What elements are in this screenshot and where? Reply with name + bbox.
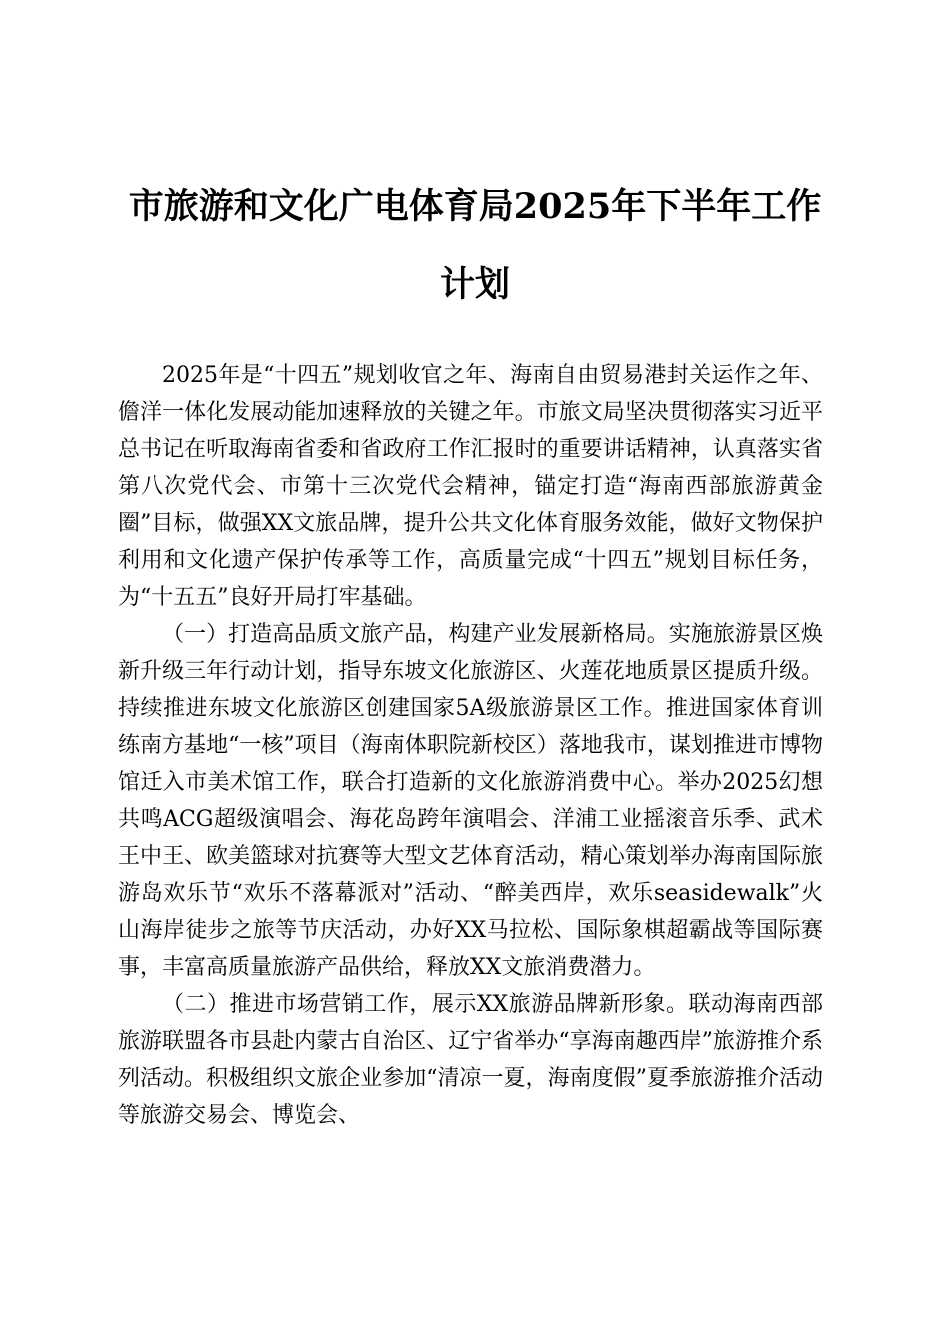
section-2-text: 联动海南西部旅游联盟各市县赴内蒙古自治区、辽宁省举办“享海南趣西岸”旅游推介系列活动。积极组织文旅企业参加“清凉一夏，海南度假”夏季旅游推介活动等旅游交易会、博览会、 [118, 992, 823, 1128]
intro-paragraph: 2025年是“十四五”规划收官之年、海南自由贸易港封关运作之年、儋洋一体化发展动能加速释放的关键之年。市旅文局坚决贯彻落实习近平总书记在听取海南省委和省政府工作汇报时的重要讲话精神，认真落实省第八次党代会、市第十三次党代会精神，锚定打造“海南西部旅游黄金圈”目标，做强XX文旅品牌，提升公共文化体育服务效能，做好文物保护利用和文化遗产保护传承等工作，高质量完成“十四五”规划目标任务，为“十五五”良好开局打牢基础。 [118, 363, 823, 610]
document-body [118, 357, 823, 1134]
section-1-text: 实施旅游景区焕新升级三年行动计划，指导东坡文化旅游区、火莲花地质景区提质升级。持续推进东坡文化旅游区创建国家5A级旅游景区工作。推进国家体育训练南方基地“一核”项目（海南体职院新校区）落地我市，谋划推进市博物馆迁入市美术馆工作，联合打造新的文化旅游消费中心。举办2025幻想共鸣ACG超级演唱会、海花岛跨年演唱会、洋浦工业摇滚音乐季、武术王中王、欧美篮球对抗赛等大型文艺体育活动，精心策划举办海南国际旅游岛欢乐节“欢乐不落幕派对”活动、“醉美西岸，欢乐seasidewalk”火山海岸徒步之旅等节庆活动，办好XX马拉松、国际象棋超霸战等国际赛事，丰富高质量旅游产品供给，释放XX文旅消费潜力。 [118, 622, 823, 980]
document-title: 市旅游和文化广电体育局2025年下半年工作计划 [128, 186, 822, 305]
section-2-paragraph [118, 986, 823, 1134]
section-1-heading: （一）打造高品质文旅产品，构建产业发展新格局。 [162, 622, 669, 647]
section-1-paragraph [118, 616, 823, 986]
section-2-heading: （二）推进市场营销工作，展示XX旅游品牌新形象。 [162, 992, 689, 1017]
